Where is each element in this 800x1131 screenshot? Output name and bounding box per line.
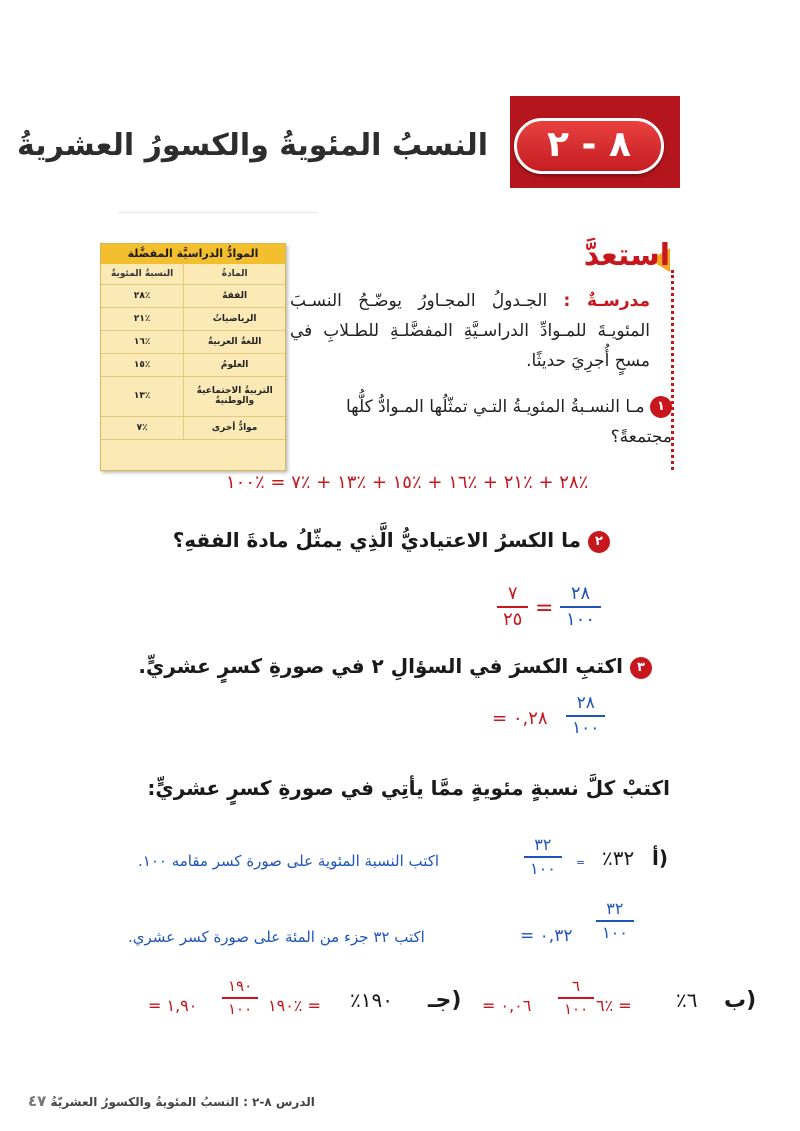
percent-cell: ٪٢٨ — [101, 284, 184, 307]
exercise-b-label: ب) — [724, 988, 757, 1013]
fraction-bar — [558, 997, 594, 999]
decimal-result: ١,٩٠ = — [148, 996, 198, 1015]
exercise-c-label: جـ) — [428, 988, 462, 1013]
fraction-denominator: ١٠٠ — [602, 922, 628, 942]
exercise-prompt: اكتبْ كلَّ نسبةٍ مئويةٍ ممَّا يأتِي في صورةِ كسرٍ عشريٍّ: — [147, 776, 670, 800]
exercise-a-note-1: اكتب النسبة المئوية على صورة كسر مقامه ١٠٠. — [138, 852, 440, 870]
exercise-c-percent-step: = ٪١٩٠ — [268, 996, 321, 1015]
table-row — [101, 376, 285, 416]
percent-cell: ٪١٥ — [101, 353, 184, 376]
footer-lesson-text: الدرس ٨-٢ : النسبُ المئويةُ والكسورُ العشريّةُ — [50, 1095, 315, 1109]
fraction-numerator: ٦ — [572, 977, 581, 995]
subject-cell: الفقهُ — [184, 284, 285, 307]
fraction-32-100 — [596, 900, 634, 941]
exercise-a-note-2: اكتب ٣٢ جزء من المئة على صورة كسر عشري. — [128, 928, 425, 946]
percent-cell: ٪٢١ — [101, 307, 184, 330]
table-row — [101, 330, 285, 353]
fraction-numerator: ١٩٠ — [228, 977, 253, 995]
fraction-32-100 — [524, 836, 562, 877]
fraction-denominator: ١٠٠ — [530, 858, 556, 878]
question-number-badge: ١ — [650, 396, 672, 418]
fraction-denominator: ١٠٠ — [228, 999, 253, 1018]
intro-text: الجـدولُ المجـاورُ يوضّـحُ النسـبَ المئويـةَ للمـوادِّ الدراسـيَّةِ المفضَّلـةِ للطـلابِ في مسحٍ أُجرِيَ حديثًا. — [290, 291, 650, 371]
question-number-badge: ٣ — [630, 657, 652, 679]
subject-cell: العلومُ — [184, 353, 285, 376]
favorite-subjects-table — [100, 243, 286, 471]
lesson-title: النسبُ المئويةُ والكسورُ العشريةُ — [17, 128, 488, 163]
exercise-a-value: ٪٣٢ — [602, 846, 635, 870]
question-text: ما الكسرُ الاعتياديُّ الَّذِي يمثّلُ مادةَ الفقهِ؟ — [172, 528, 582, 552]
fraction-denominator: ١٠٠ — [564, 999, 589, 1018]
fraction-denominator: ١٠٠ — [566, 608, 596, 630]
equals-sign: = — [576, 856, 586, 869]
fraction-190-100 — [222, 978, 258, 1017]
fraction-numerator: ٢٨ — [576, 693, 595, 713]
fraction-denominator: ١٠٠ — [572, 717, 600, 738]
fraction-bar — [222, 997, 258, 999]
question-1 — [292, 392, 672, 452]
decimal-result: ٠,٢٨ = — [492, 708, 548, 729]
exercise-c-value: ٪١٩٠ — [350, 988, 393, 1012]
question-text: مـا النسـبةُ المئويـةُ التـي تمثّلُها المـوادُّ كلُّها مجتمعةً؟ — [345, 397, 672, 447]
equals-sign: = — [535, 596, 554, 621]
table-title: الموادُّ الدراسيَّة المفضَّلة — [101, 244, 285, 264]
percent-cell: ٪١٣ — [101, 376, 184, 416]
decimal-result: ٠,٣٢ = — [520, 926, 573, 946]
table-row — [101, 307, 285, 330]
subject-cell: اللغةُ العربيةُ — [184, 330, 285, 353]
question-text: اكتبِ الكسرَ في السؤالِ ٢ في صورةِ كسرٍ عشريٍّ. — [138, 654, 624, 678]
page-number: ٤٧ — [28, 1092, 47, 1110]
explore-heading: استعدَّ — [583, 238, 670, 273]
exercise-a-label: أ) — [652, 846, 668, 870]
fraction-numerator: ٣٢ — [534, 835, 552, 854]
decimal-result: ٠,٠٦ = — [482, 996, 532, 1015]
subject-cell: موادُّ أخرى — [184, 416, 285, 439]
fraction-denominator: ٢٥ — [503, 608, 523, 630]
column-header-subject: المادةُ — [184, 264, 285, 284]
fraction-6-100 — [558, 978, 594, 1017]
fraction-7-25 — [497, 584, 528, 630]
column-header-percent: النسبةُ المئويةُ — [101, 264, 184, 284]
question-1-answer: ٪٢٨ + ٪٢١ + ٪١٦ + ٪١٥ + ٪١٣ + ٪٧ = ٪١٠٠ — [226, 472, 589, 493]
question-number-badge: ٢ — [588, 531, 610, 553]
fraction-bar — [596, 920, 634, 922]
percent-cell: ٪١٦ — [101, 330, 184, 353]
question-3 — [138, 654, 652, 679]
page-footer — [28, 1092, 315, 1110]
exercise-b-value: ٪٦ — [676, 988, 698, 1012]
fraction-bar — [524, 856, 562, 858]
table-row — [101, 284, 285, 307]
fraction-bar — [566, 715, 605, 717]
fraction-numerator: ٢٨ — [570, 583, 591, 604]
fraction-numerator: ٣٢ — [606, 899, 624, 918]
fraction-28-100 — [566, 694, 605, 737]
question-2 — [173, 528, 610, 553]
exercise-b-percent-step: = ٪٦ — [596, 996, 632, 1015]
fraction-28-100 — [560, 584, 601, 630]
intro-paragraph — [290, 286, 650, 376]
fraction-bar — [497, 606, 528, 608]
lesson-number-badge: ٨ - ٢ — [514, 118, 664, 174]
table-row — [101, 353, 285, 376]
fraction-numerator: ٧ — [507, 583, 518, 604]
percent-cell: ٪٧ — [101, 416, 184, 439]
subject-cell: الرياضياتُ — [184, 307, 285, 330]
fraction-bar — [560, 606, 601, 608]
table-row — [101, 416, 285, 439]
intro-keyword: مدرسـةٌ : — [563, 291, 650, 311]
divider — [118, 212, 318, 213]
subject-cell: التربيةُ الاجتماعيةُ والوطنيةُ — [184, 376, 285, 416]
